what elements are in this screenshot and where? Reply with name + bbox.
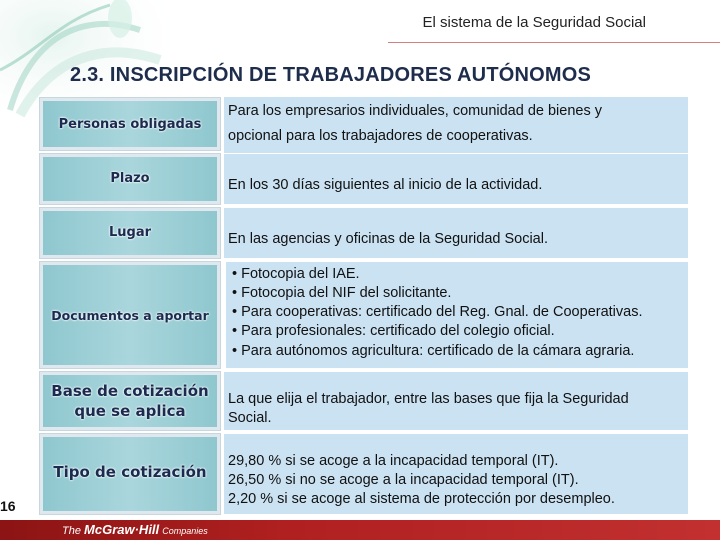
value-tipo-de-cotizacion xyxy=(224,434,688,514)
value-line: Para los empresarios individuales, comunidad de bienes y xyxy=(228,103,602,119)
logo-name: McGraw·Hill xyxy=(84,522,160,537)
label-lugar xyxy=(40,208,220,258)
label-base-de-cotizacion xyxy=(40,372,220,430)
label-text: Base de cotización xyxy=(51,381,209,400)
value-base-de-cotizacion xyxy=(224,372,688,430)
documents-list xyxy=(232,265,682,361)
header-divider xyxy=(388,42,720,43)
list-item: • Fotocopia del NIF del solicitante. xyxy=(232,285,452,302)
logo-prefix: The xyxy=(62,525,81,537)
value-line: Social. xyxy=(228,410,272,427)
list-item: • Para profesionales: certificado del colegio oficial. xyxy=(232,323,555,340)
value-personas-obligadas xyxy=(224,97,688,153)
value-line: 26,50 % si no se acoge a la incapacidad temporal (IT). xyxy=(228,472,579,489)
label-text: Personas obligadas xyxy=(58,116,202,132)
value-lugar xyxy=(224,208,688,258)
label-tipo-de-cotizacion xyxy=(40,434,220,514)
value-line: La que elija el trabajador, entre las bases que fija la Seguridad xyxy=(228,391,629,407)
list-item: • Para autónomos agricultura: certificado de la cámara agraria. xyxy=(232,342,635,359)
publisher-logo xyxy=(62,522,208,537)
value-documentos-a-aportar xyxy=(226,262,688,368)
label-plazo xyxy=(40,154,220,204)
section-title: 2.3. INSCRIPCIÓN DE TRABAJADORES AUTÓNOMOS xyxy=(70,64,592,86)
label-text: que se aplica xyxy=(74,402,186,420)
value-line: En los 30 días siguientes al inicio de la actividad. xyxy=(228,177,543,193)
logo-suffix: Companies xyxy=(162,526,208,536)
value-line: En las agencias y oficinas de la Seguridad Social. xyxy=(228,231,548,247)
list-item: • Para cooperativas: certificado del Reg. Gnal. de Cooperativas. xyxy=(232,304,643,321)
label-text: Plazo xyxy=(110,171,150,186)
value-plazo xyxy=(224,154,688,204)
list-item: • Fotocopia del IAE. xyxy=(232,266,360,282)
label-text: Tipo de cotización xyxy=(53,463,207,481)
value-line: 29,80 % si se acoge a la incapacidad temporal (IT). xyxy=(228,453,559,469)
page-number: 16 xyxy=(0,498,16,514)
value-line: 2,20 % si se acoge al sistema de protección por desempleo. xyxy=(228,491,615,508)
header-title: El sistema de la Seguridad Social xyxy=(422,14,646,31)
label-personas-obligadas xyxy=(40,98,220,150)
label-documentos-a-aportar xyxy=(40,262,220,368)
value-line: opcional para los trabajadores de cooperativas. xyxy=(228,128,533,145)
label-text: Documentos a aportar xyxy=(51,307,209,323)
label-text: Lugar xyxy=(108,225,152,240)
